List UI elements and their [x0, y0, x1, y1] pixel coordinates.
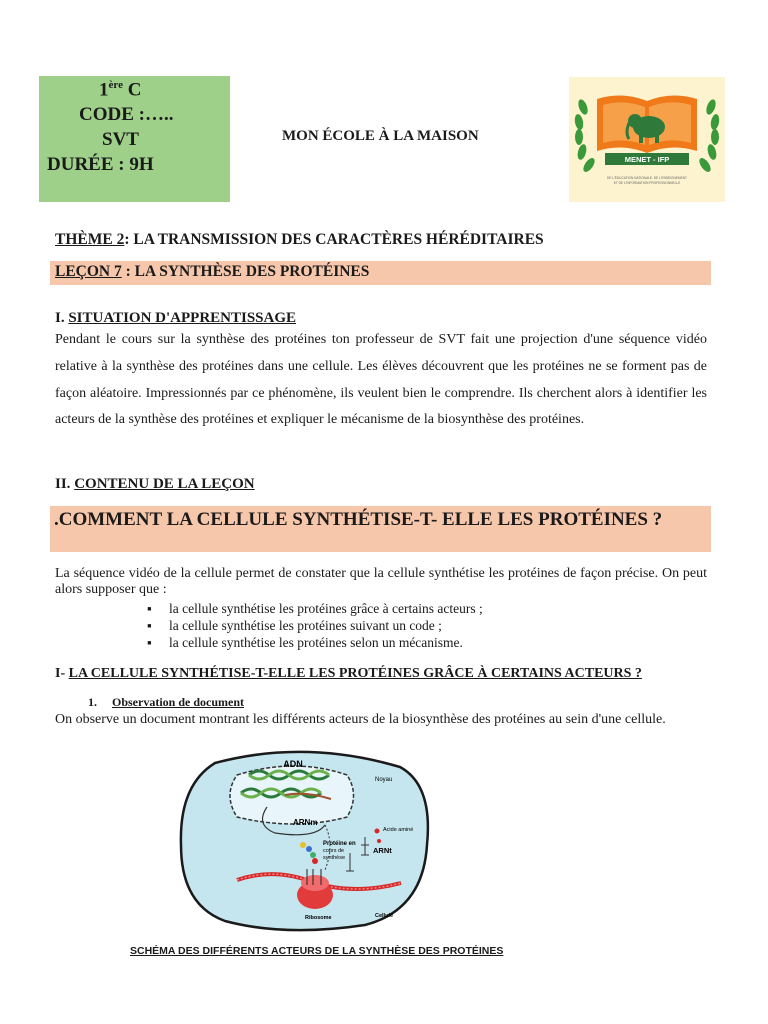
list-item: ▪ la cellule synthétise les protéines suivant un code ; — [147, 618, 442, 633]
section-content-heading: II. CONTENU DE LA LEÇON — [55, 476, 255, 492]
school-title: MON ÉCOLE À LA MAISON — [282, 128, 479, 144]
label-proteine-1: Protéine en — [323, 841, 356, 847]
protein-chain-bead — [300, 842, 306, 848]
label-arnt: ARNt — [373, 846, 392, 855]
bullet-icon: ▪ — [147, 601, 152, 616]
class-info-box — [39, 76, 230, 202]
protein-synthesis-diagram — [175, 745, 435, 935]
lesson-heading: LEÇON 7 : LA SYNTHÈSE DES PROTÉINES — [55, 263, 370, 280]
label-arnm: ARNm — [293, 818, 318, 827]
section-situation-heading: I. SITUATION D'APPRENTISSAGE — [55, 310, 297, 326]
theme-heading: THÈME 2: LA TRANSMISSION DES CARACTÈRES HÉRÉDITAIRES — [55, 231, 544, 248]
situation-paragraph: Pendant le cours sur la synthèse des protéines ton professeur de SVT fait une projection d'une séquence vidéo relative à la synthèse des protéines dans une cellule. Les élèves découvrent que les protéines ne se forment pas de façon aléatoire. Impressionnés par ce phénomène, ils veulent bien le comprendre. Ils cherchent alors à identifier les acteurs de la synthèse des protéines et expliquer le mécanisme de la biosynthèse des protéines. — [55, 332, 707, 428]
duration-label: DURÉE : 9H — [47, 154, 154, 175]
bullet-icon: ▪ — [147, 635, 152, 650]
class-label: 1ère C — [99, 79, 142, 101]
intro-paragraph: La séquence vidéo de la cellule permet de constater que la cellule synthétise les protéines de façon précise. On peut alors supposer que : — [55, 566, 707, 597]
observation-text: On observe un document montrant les différents acteurs de la biosynthèse des protéines au sein d'une cellule. — [55, 712, 666, 727]
list-item: ▪ la cellule synthétise les protéines grâce à certains acteurs ; — [147, 601, 483, 616]
code-label: CODE :….. — [79, 104, 174, 125]
hypothesis-list — [147, 600, 483, 651]
label-ribosome: Ribosome — [305, 915, 332, 921]
logo-emblem-icon — [569, 77, 725, 202]
diagram-caption: SCHÉMA DES DIFFÉRENTS ACTEURS DE LA SYNTHÈSE DES PROTÉINES — [130, 945, 504, 957]
section-actors-heading: I- LA CELLULE SYNTHÉTISE-T-ELLE LES PROTÉINES GRÂCE À CERTAINS ACTEURS ? — [55, 666, 642, 681]
list-item: ▪ la cellule synthétise les protéines selon un mécanisme. — [147, 635, 463, 650]
label-proteine-3: synthèse — [323, 855, 346, 861]
label-noyau: Noyau — [375, 777, 393, 783]
observation-heading: 1. Observation de document — [88, 695, 244, 709]
label-proteine-2: cours de — [323, 848, 345, 854]
label-acide-amine: Acide aminé — [383, 827, 414, 833]
svg-text:DE L'ÉDUCATION NATIONALE, DE L: DE L'ÉDUCATION NATIONALE, DE L'ENSEIGNEMENT — [607, 176, 687, 180]
label-adn: ADN — [283, 759, 303, 769]
bullet-icon: ▪ — [147, 618, 152, 633]
svg-text:ET DE L'INFORMATION PROFESSION: ET DE L'INFORMATION PROFESSIONNELLE — [613, 181, 681, 185]
amino-acid-dot — [375, 829, 380, 834]
subject-label: SVT — [102, 129, 139, 150]
main-question: .COMMENT LA CELLULE SYNTHÉTISE-T- ELLE LES PROTÉINES ? — [54, 509, 663, 530]
logo-text: MENET - IFP — [624, 155, 670, 164]
label-cellule: Cellule — [375, 913, 394, 919]
ministry-logo — [569, 77, 725, 202]
